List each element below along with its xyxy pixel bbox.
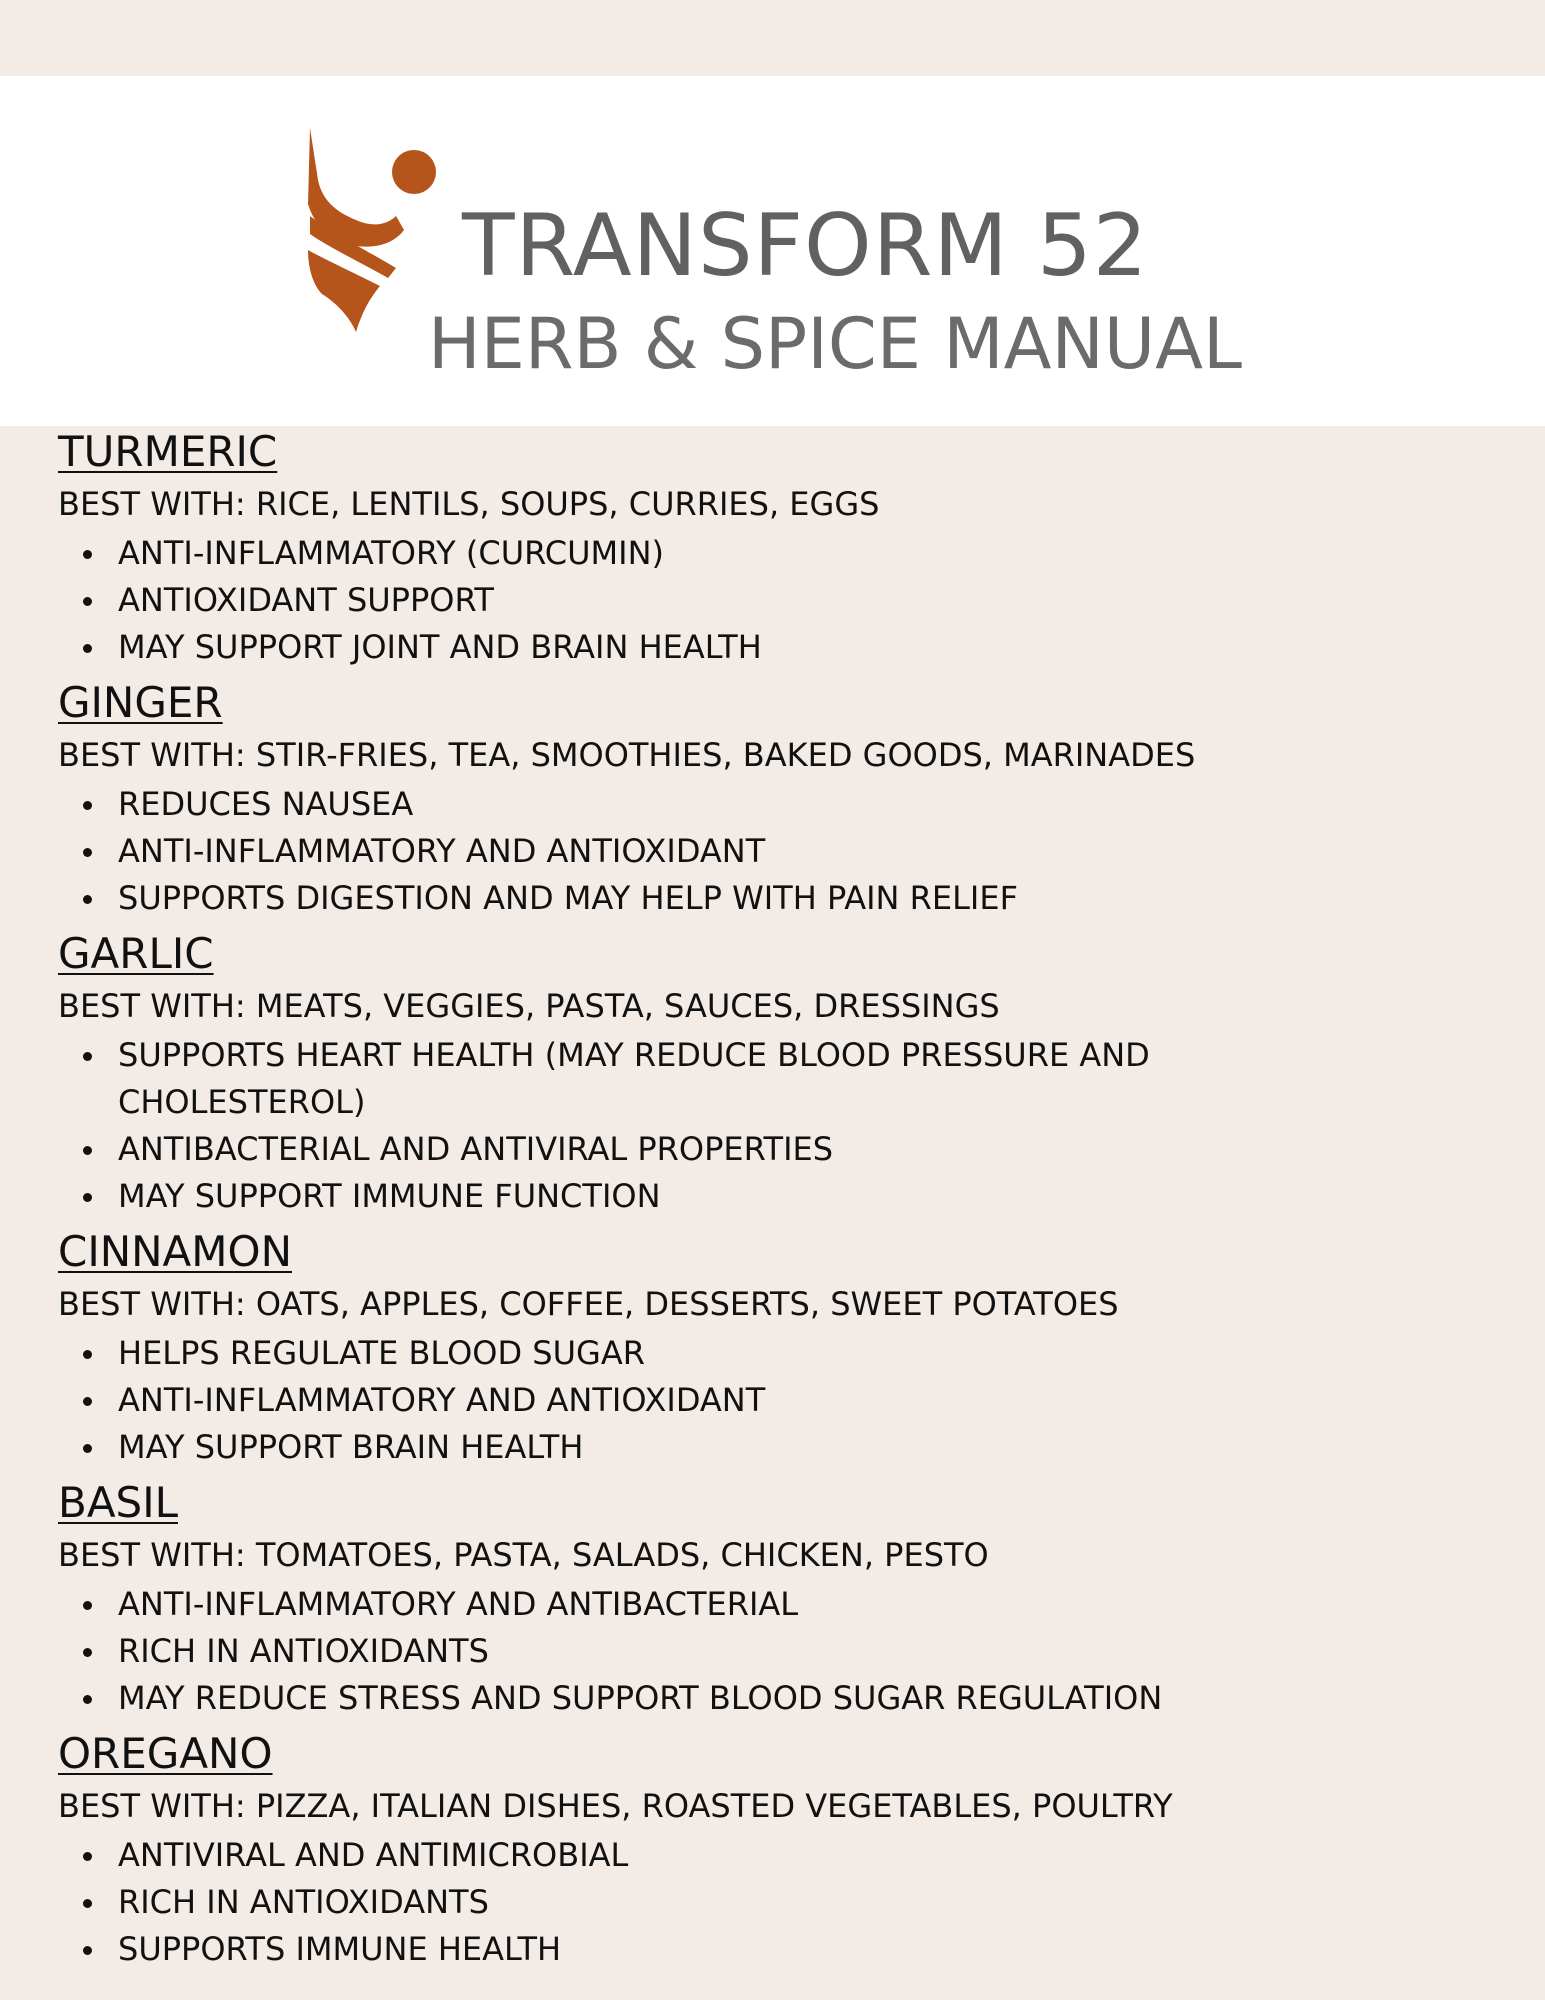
herb-name: BASIL	[58, 1478, 178, 1527]
benefit-item: MAY SUPPORT BRAIN HEALTH	[58, 1424, 1318, 1471]
herb-section-turmeric	[58, 426, 1518, 671]
benefit-item: ANTI-INFLAMMATORY AND ANTIOXIDANT	[58, 828, 1318, 875]
herb-section-cinnamon	[58, 1226, 1518, 1471]
benefit-item: ANTIVIRAL AND ANTIMICROBIAL	[58, 1832, 1318, 1879]
herb-benefits	[58, 781, 1518, 922]
brand-title: TRANSFORM 52	[462, 196, 1149, 296]
herb-section-ginger	[58, 677, 1518, 922]
benefit-item: SUPPORTS IMMUNE HEALTH	[58, 1926, 1318, 1973]
herb-best-with: BEST WITH: PIZZA, ITALIAN DISHES, ROASTED VEGETABLES, POULTRY	[58, 1787, 1173, 1825]
herb-section-garlic	[58, 928, 1518, 1220]
transform-52-logo-icon	[296, 100, 446, 340]
benefit-item: SUPPORTS HEART HEALTH (MAY REDUCE BLOOD PRESSURE AND CHOLESTEROL)	[58, 1032, 1278, 1126]
herb-benefits	[58, 1032, 1518, 1220]
benefit-item: MAY SUPPORT JOINT AND BRAIN HEALTH	[58, 624, 1318, 671]
benefit-item: ANTIOXIDANT SUPPORT	[58, 577, 1318, 624]
benefit-item: ANTIBACTERIAL AND ANTIVIRAL PROPERTIES	[58, 1126, 1318, 1173]
herb-section-basil	[58, 1477, 1518, 1722]
benefit-item: ANTI-INFLAMMATORY (CURCUMIN)	[58, 530, 1318, 577]
herb-best-with: BEST WITH: STIR-FRIES, TEA, SMOOTHIES, BAKED GOODS, MARINADES	[58, 736, 1196, 774]
benefit-item: SUPPORTS DIGESTION AND MAY HELP WITH PAIN RELIEF	[58, 875, 1318, 922]
herb-benefits	[58, 1832, 1518, 1973]
benefit-item: RICH IN ANTIOXIDANTS	[58, 1628, 1318, 1675]
benefit-item: HELPS REGULATE BLOOD SUGAR	[58, 1330, 1318, 1377]
herb-section-oregano	[58, 1728, 1518, 1973]
herb-best-with: BEST WITH: RICE, LENTILS, SOUPS, CURRIES, EGGS	[58, 485, 880, 523]
herb-best-with: BEST WITH: TOMATOES, PASTA, SALADS, CHICKEN, PESTO	[58, 1536, 989, 1574]
herb-list	[58, 426, 1518, 1979]
benefit-item: ANTI-INFLAMMATORY AND ANTIBACTERIAL	[58, 1581, 1318, 1628]
herb-benefits	[58, 530, 1518, 671]
benefit-item: MAY SUPPORT IMMUNE FUNCTION	[58, 1173, 1318, 1220]
herb-name: CINNAMON	[58, 1227, 292, 1276]
benefit-item: REDUCES NAUSEA	[58, 781, 1318, 828]
benefit-item: RICH IN ANTIOXIDANTS	[58, 1879, 1318, 1926]
herb-best-with: BEST WITH: OATS, APPLES, COFFEE, DESSERTS, SWEET POTATOES	[58, 1285, 1119, 1323]
herb-benefits	[58, 1330, 1518, 1471]
herb-name: GINGER	[58, 678, 223, 727]
herb-name: OREGANO	[58, 1729, 273, 1778]
herb-best-with: BEST WITH: MEATS, VEGGIES, PASTA, SAUCES, DRESSINGS	[58, 987, 1000, 1025]
benefit-item: MAY REDUCE STRESS AND SUPPORT BLOOD SUGAR REGULATION	[58, 1675, 1318, 1722]
herb-name: TURMERIC	[58, 427, 278, 476]
page-header	[0, 76, 1545, 426]
benefit-item: ANTI-INFLAMMATORY AND ANTIOXIDANT	[58, 1377, 1318, 1424]
herb-name: GARLIC	[58, 929, 214, 978]
herb-benefits	[58, 1581, 1518, 1722]
manual-subtitle: HERB & SPICE MANUAL	[428, 303, 1243, 385]
